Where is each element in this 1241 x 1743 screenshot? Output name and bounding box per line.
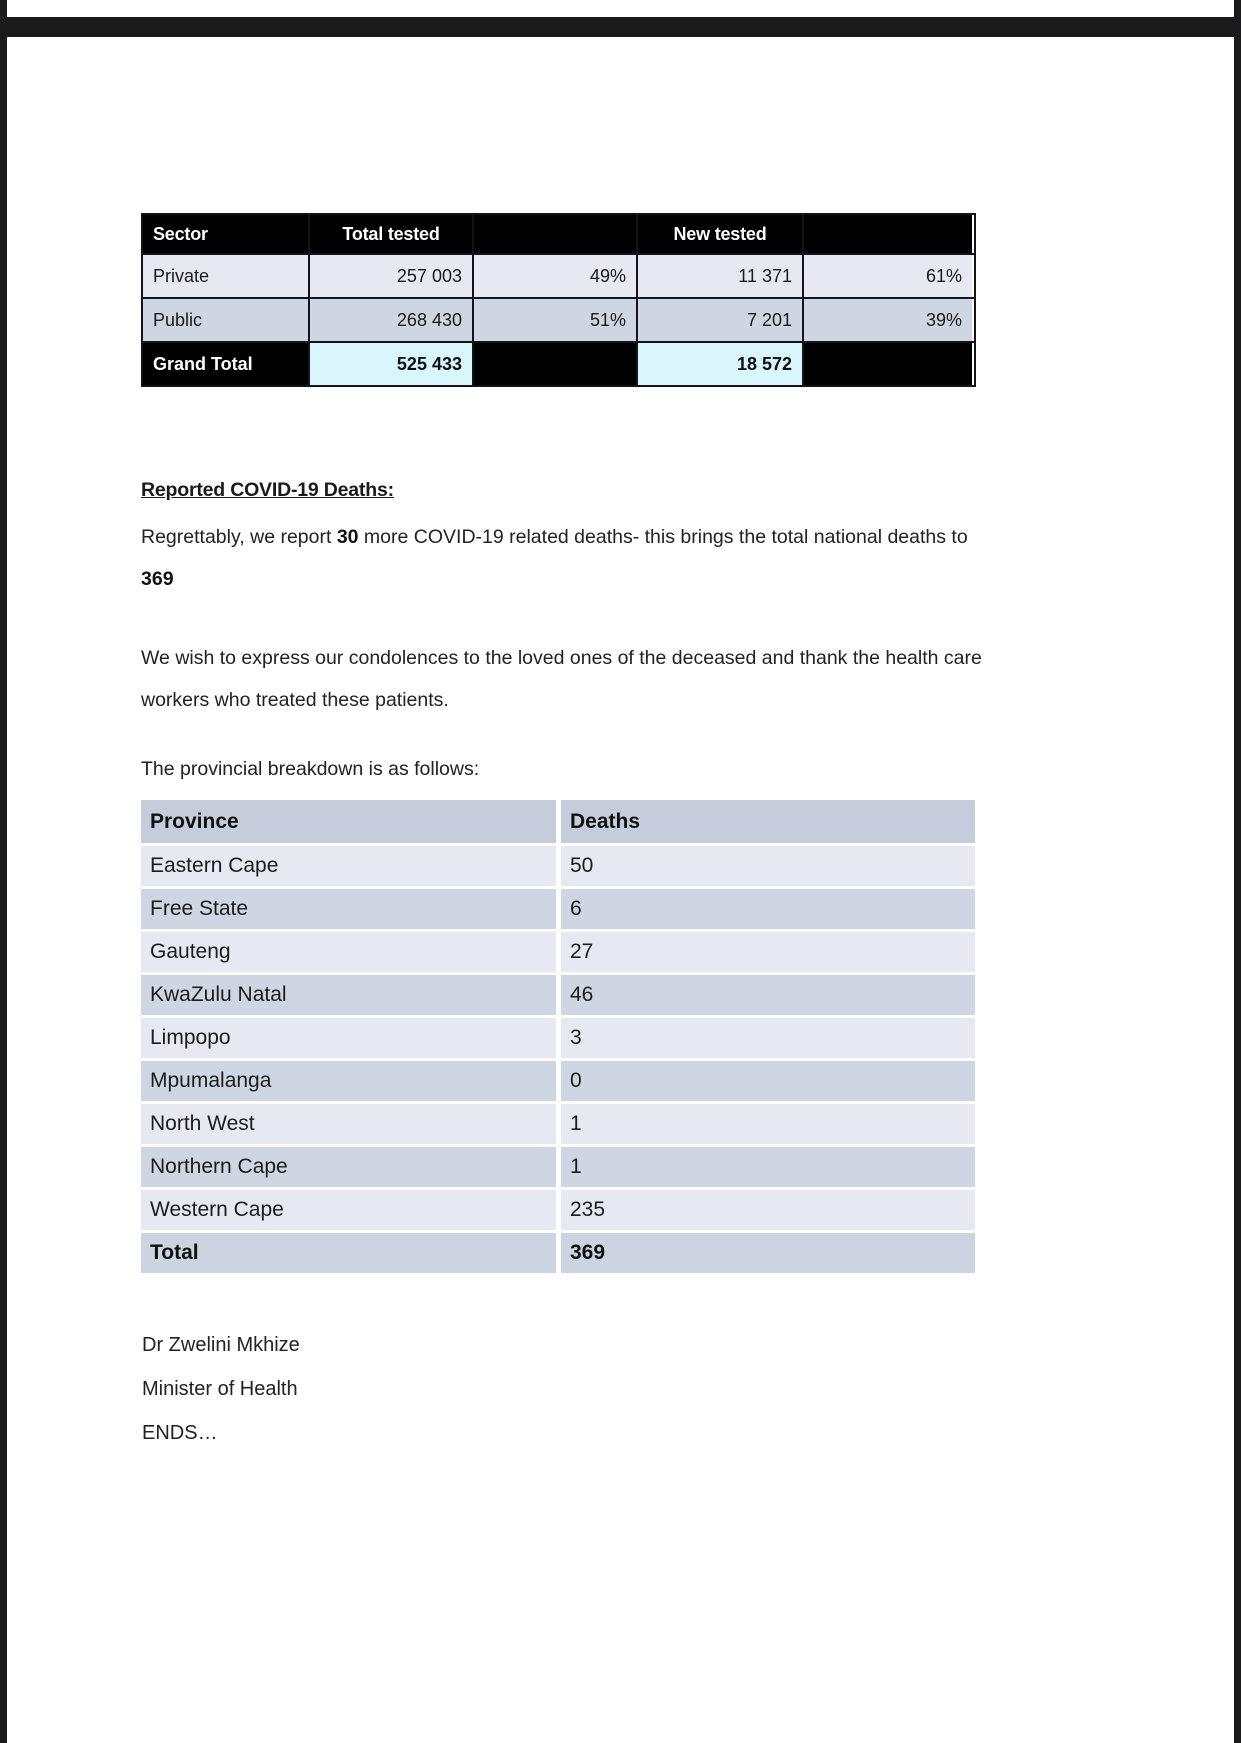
grand-total-blank-1 [474, 343, 638, 385]
total-deaths: 369 [561, 1233, 975, 1273]
table-row [141, 932, 975, 972]
table-row [141, 1018, 975, 1058]
province-deaths: 1 [561, 1104, 975, 1144]
province-name: Northern Cape [141, 1147, 556, 1187]
signature-title: Minister of Health [142, 1378, 298, 1400]
cell-new-tested: 11 371 [638, 255, 804, 297]
grand-total-new: 18 572 [638, 343, 804, 385]
cell-sector: Public [143, 299, 310, 341]
province-name: Gauteng [141, 932, 556, 972]
viewer-left-edge [0, 0, 7, 1743]
province-name: Mpumalanga [141, 1061, 556, 1101]
cell-new-pct: 61% [804, 255, 972, 297]
table-row-private [143, 253, 974, 297]
cell-total-tested: 257 003 [310, 255, 474, 297]
province-table-header-row [141, 800, 975, 843]
province-name: Eastern Cape [141, 846, 556, 886]
deaths-heading: Reported COVID-19 Deaths: [141, 479, 394, 501]
cell-total-pct: 49% [474, 255, 638, 297]
testing-table [141, 213, 976, 387]
col-header-province: Province [141, 800, 556, 843]
col-header-new-tested: New tested [638, 215, 804, 253]
province-name: Western Cape [141, 1190, 556, 1230]
col-header-total-pct [474, 215, 638, 253]
table-row [141, 846, 975, 886]
condolences-paragraph: We wish to express our condolences to the loved ones of the deceased and thank the health care workers who treated these patients. [141, 647, 982, 711]
province-deaths: 46 [561, 975, 975, 1015]
table-row [141, 1061, 975, 1101]
table-row [141, 889, 975, 929]
table-row [141, 975, 975, 1015]
col-header-sector: Sector [143, 215, 310, 253]
cell-sector: Private [143, 255, 310, 297]
province-deaths: 3 [561, 1018, 975, 1058]
cell-total-tested: 268 430 [310, 299, 474, 341]
deaths-text-1: Regrettably, we report [141, 526, 337, 548]
province-table [141, 800, 975, 1276]
table-row [141, 1104, 975, 1144]
table-row-public [143, 297, 974, 341]
cell-new-pct: 39% [804, 299, 972, 341]
grand-total-label: Grand Total [143, 343, 310, 385]
province-deaths: 235 [561, 1190, 975, 1230]
testing-table-header-row [143, 215, 974, 253]
province-deaths: 27 [561, 932, 975, 972]
signature-name: Dr Zwelini Mkhize [142, 1334, 300, 1356]
province-name: North West [141, 1104, 556, 1144]
table-row [141, 1190, 975, 1230]
province-name: Limpopo [141, 1018, 556, 1058]
table-row-total [141, 1233, 975, 1273]
grand-total-tested: 525 433 [310, 343, 474, 385]
deaths-text-2: more COVID-19 related deaths- this brings the total national deaths to [358, 526, 968, 548]
table-row-grand-total [143, 341, 974, 385]
viewer-top-bar [0, 17, 1241, 37]
cell-new-tested: 7 201 [638, 299, 804, 341]
new-deaths-count: 30 [336, 526, 359, 548]
breakdown-intro: The provincial breakdown is as follows: [141, 758, 480, 780]
deaths-paragraph [141, 516, 991, 600]
col-header-new-pct [804, 215, 972, 253]
cell-total-pct: 51% [474, 299, 638, 341]
province-deaths: 50 [561, 846, 975, 886]
total-deaths-count: 369 [141, 568, 174, 590]
total-label: Total [141, 1233, 556, 1273]
col-header-total-tested: Total tested [310, 215, 474, 253]
province-name: Free State [141, 889, 556, 929]
province-deaths: 1 [561, 1147, 975, 1187]
province-name: KwaZulu Natal [141, 975, 556, 1015]
viewer-right-edge [1234, 0, 1241, 1743]
signature-ends: ENDS… [142, 1422, 218, 1444]
table-row [141, 1147, 975, 1187]
grand-total-blank-2 [804, 343, 972, 385]
col-header-deaths: Deaths [561, 800, 975, 843]
province-deaths: 0 [561, 1061, 975, 1101]
province-deaths: 6 [561, 889, 975, 929]
